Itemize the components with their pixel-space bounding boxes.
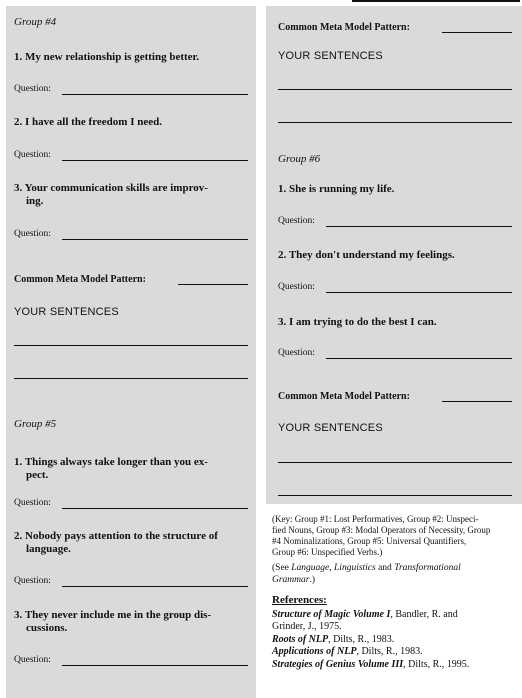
group-4-title: Group #4: [14, 16, 57, 28]
group-4-question-2-label: Question:: [14, 150, 51, 160]
group-5-item-3: 3. They never include me in the group dis- cussions.: [14, 609, 212, 634]
group-4-question-1-field[interactable]: [62, 94, 248, 95]
reference-item: Roots of NLP, Dilts, R., 1983.: [272, 633, 395, 645]
group-5-item-1: 1. Things always take longer than you ex- pect.: [14, 456, 208, 481]
group-4-question-1-label: Question:: [14, 84, 51, 94]
group-6-pattern-field[interactable]: [442, 401, 512, 402]
group-4-pattern-label: Common Meta Model Pattern:: [14, 274, 146, 285]
see-also-note: (See Language, Linguistics and Transformational Grammar.): [272, 563, 461, 585]
group-4-item-3: 3. Your communication skills are improv- ing.: [14, 182, 208, 207]
top-pattern-label: Common Meta Model Pattern:: [278, 22, 410, 33]
group-4-sentences-label: YOUR SENTENCES: [14, 306, 119, 318]
group-6-sentence-line-2[interactable]: [278, 495, 512, 496]
group-4-pattern-field[interactable]: [178, 284, 248, 285]
group-4-question-2-field[interactable]: [62, 160, 248, 161]
group-5-question-1-label: Question:: [14, 498, 51, 508]
group-6-pattern-label: Common Meta Model Pattern:: [278, 391, 410, 402]
right-worksheet-panel: [266, 6, 522, 504]
group-6-item-3: 3. I am trying to do the best I can.: [278, 316, 437, 328]
group-5-question-2-label: Question:: [14, 576, 51, 586]
group-5-question-2-field[interactable]: [62, 586, 248, 587]
group-4-question-3-field[interactable]: [62, 239, 248, 240]
group-4-question-3-label: Question:: [14, 229, 51, 239]
top-sentence-line-2[interactable]: [278, 122, 512, 123]
group-6-question-3-label: Question:: [278, 348, 315, 358]
group-6-item-2: 2. They don't understand my feelings.: [278, 249, 455, 261]
top-sentence-line-1[interactable]: [278, 89, 512, 90]
references-section: [272, 594, 469, 671]
group-5-question-3-label: Question:: [14, 655, 51, 665]
group-5-question-3-field[interactable]: [62, 665, 248, 666]
group-6-title: Group #6: [278, 153, 321, 165]
reference-item: Applications of NLP, Dilts, R., 1983.: [272, 646, 423, 657]
top-rule: [352, 0, 520, 2]
group-6-question-2-field[interactable]: [326, 292, 512, 293]
group-6-item-1: 1. She is running my life.: [278, 183, 395, 195]
group-6-sentences-label: YOUR SENTENCES: [278, 422, 383, 434]
left-worksheet-panel: [6, 6, 256, 698]
reference-item: Structure of Magic Volume I, Bandler, R. and: [272, 608, 458, 620]
references-heading: References:: [272, 594, 327, 606]
reference-item-cont: Grinder, J., 1975.: [272, 621, 342, 632]
group-5-item-2: 2. Nobody pays attention to the structure of language.: [14, 530, 218, 555]
group-6-question-3-field[interactable]: [326, 358, 512, 359]
answer-key: (Key: Group #1: Lost Performatives, Group #2: Unspeci- fied Nouns, Group #3: Modal Operators of Necessity, Group #4 Nominalizations, Group #5: Universal Quantifiers, Group #6: Unspecified Verbs.): [272, 514, 491, 557]
group-6-question-2-label: Question:: [278, 282, 315, 292]
group-5-question-1-field[interactable]: [62, 508, 248, 509]
reference-item: Strategies of Genius Volume III, Dilts, R., 1995.: [272, 658, 470, 670]
group-4-item-1: 1. My new relationship is getting better.: [14, 51, 200, 63]
group-4-item-2: 2. I have all the freedom I need.: [14, 116, 162, 128]
group-5-title: Group #5: [14, 418, 57, 430]
group-4-sentence-line-1[interactable]: [14, 345, 248, 346]
top-sentences-label: YOUR SENTENCES: [278, 50, 383, 62]
top-pattern-field[interactable]: [442, 32, 512, 33]
group-6-question-1-label: Question:: [278, 216, 315, 226]
group-6-sentence-line-1[interactable]: [278, 462, 512, 463]
group-4-sentence-line-2[interactable]: [14, 378, 248, 379]
group-6-question-1-field[interactable]: [326, 226, 512, 227]
